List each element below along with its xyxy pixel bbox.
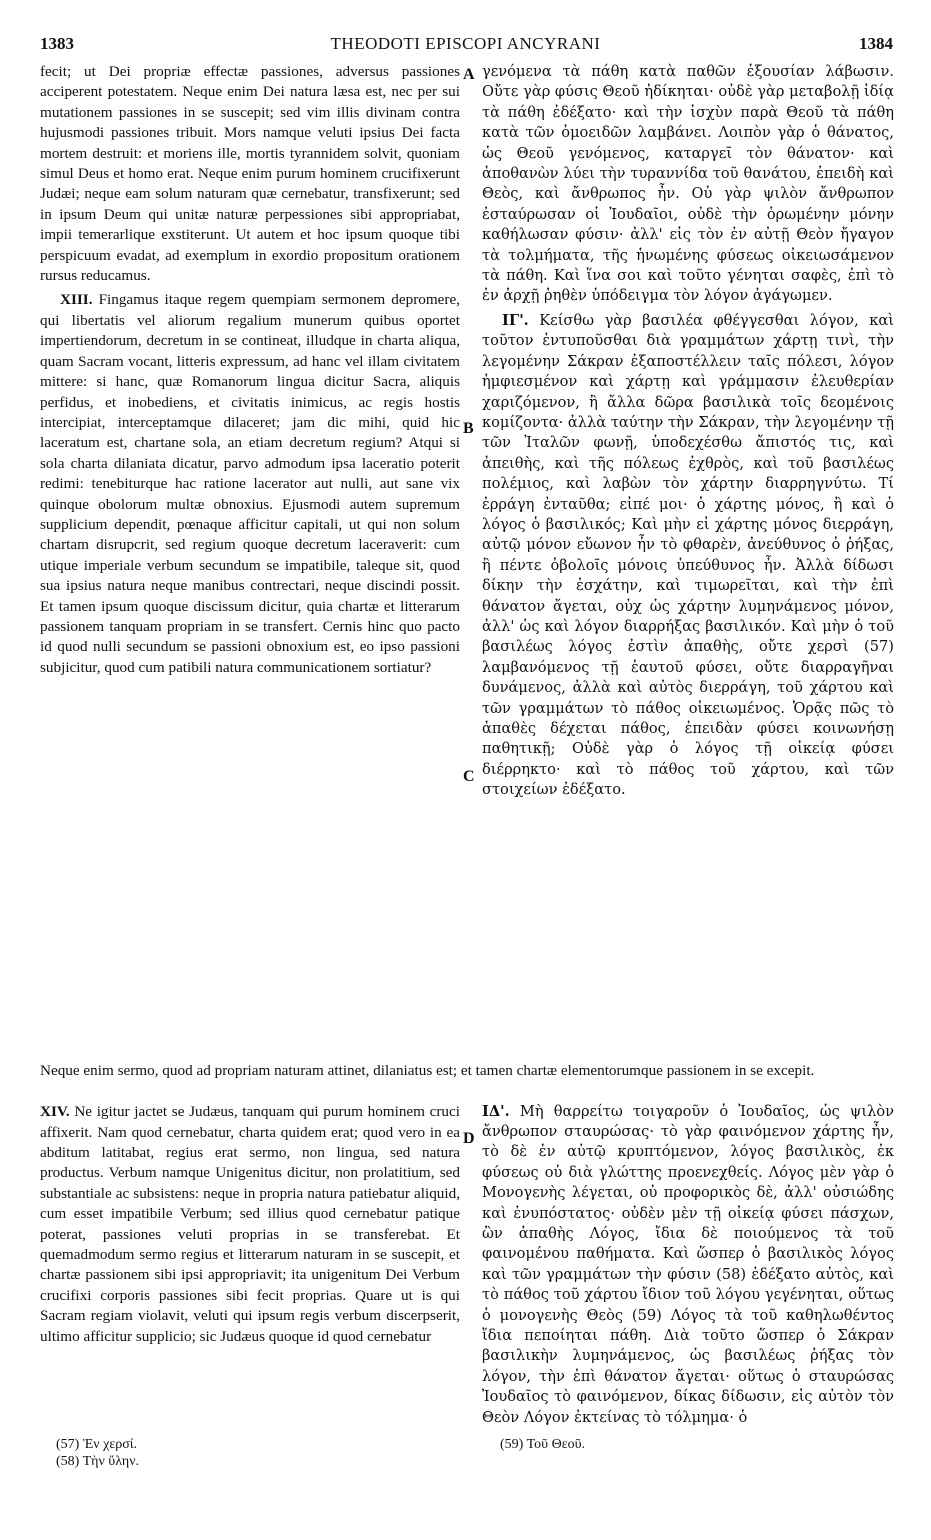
latin-bridge-line: Neque enim sermo, quod ad propriam naturam attinet, dilaniatus est; et tamen chartæ elementorumque passionem in se excepit. (40, 1062, 815, 1079)
margin-marker-b: B (463, 420, 474, 437)
margin-marker-a: A (463, 66, 475, 83)
footnote: (57) Ἐν χερσί. (56, 1437, 138, 1452)
section-number: ΙΓ'. (502, 311, 529, 329)
footnote: (59) Τοῦ Θεοῦ. (500, 1437, 586, 1452)
margin-marker-d: D (463, 1130, 475, 1147)
section-text: Ne igitur jactet se Judæus, tanquam qui purum hominem cruci affixerit. Nam quod cernebatur, charta quidem erat; quod vero in ea abditum latitabat, regius erat sermo, non lingua, sed natura productus. Verbum namque Unigenitus dicitur, non prolatitium, sed substantiale ac subsistens: neque in propria natura patiebatur aliquid, cum esset impatibile Verbum; sed illius quod cernebatur patique poterat, passiones veluti proprias in se transferebat. Et quemadmodum sermo regius et litterarum naturam in se suscepit, et chartæ passionem sibi ipsi appropriavit; ita unigenitum Dei Verbum crucifixi corporis passiones sibi fecit proprias. Quare ut is qui Sacram regiam violavit, veluti qui ipsum regis verbum discerpserit, ultimo afficitur supplicio; sic Judæus quoque id quod cernebatur (40, 1103, 460, 1345)
section-number: ΙΔ'. (482, 1102, 510, 1120)
greek-section-13 (482, 311, 894, 801)
running-title: THEODOTI EPISCOPI ANCYRANI (330, 34, 601, 53)
greek-column-lower (482, 1087, 894, 1443)
latin-column-upper (40, 62, 460, 682)
section-number: XIV. (40, 1103, 70, 1121)
latin-paragraph: fecit; ut Dei propriæ effectæ passiones, adversus passiones acciperent potestatem. Neque enim Dei natura læsa est, nec per sui mutationem passiones in se suscepit; sed vim illis divinam contra hujusmodi passiones tribuit. Mors namque veluti ipsius Dei facta mortem destruit: et moriens ille, mortis tyrannidem solvit, quoniam simul Deus et homo erat. Neque enim purum hominem crucifixerunt Judæi; neque eam solum naturam quæ cernebatur, transfixerunt; sed in ipsum Deum qui unitæ naturæ perpessiones sibi appropriabat, impii temerarlique exstiterunt. Ut autem et hoc ipsum quoque tibi perspicuum evadat, ad exemplum in exordio propositum orationem rursus reducamus. (40, 63, 460, 285)
footnote: (58) Τὴν ὕλην. (56, 1454, 140, 1469)
section-number: XIII. (60, 291, 93, 309)
page-number-right: 1384 (859, 34, 893, 53)
page-header (0, 34, 931, 60)
latin-section-14 (40, 1102, 460, 1347)
footnotes-left (56, 1436, 139, 1470)
greek-section-14 (482, 1102, 894, 1429)
latin-column-lower (40, 1087, 460, 1362)
greek-column-upper (482, 62, 894, 805)
margin-marker-c: C (463, 768, 475, 785)
section-text: Fingamus itaque regem quempiam sermonem depromere, qui libertatis vel aliorum regalium munerum quibus oportet impertiendorum, decretum in se contineat, illudque in charta aliqua, quam Sacram vocant, litteris expressum, ad hanc vel illam civitatem mittere: si hanc, quæ Romanorum lingua dicitur Sacra, aliquis perfidus, et inobediens, et civitatis inimicus, ac regis hostis intercipiat, interceptamque dilaceret; jam dic mihi, quid hic laceratum est, chartane sola, an etiam decretum regium? Atqui si sola charta dilaniata dicatur, parvo admodum ipsa laceratio poterit redimi: tenebiturque hac ratione lacerator aut nulli, aut sane vix quinque obolorum multæ obnoxius. Ejusmodi autem supremum supplicium dependit, pœnaque afficitur capitali, ut qui non solum chartam disrupcrit, sed regium quoque decretum laceraverit: cum utique imperiale verbum secundum se impatibile, taleque sit, quod sua ipsius natura neque manibus contrectari, neque discindi possit. Et tamen ipsum quoque discissum dicitur, quia chartæ et litterarum passionem tanquam propriam in se transfert. Cernis hinc quo pacto id quod nulli secundum se passioni obnoxium est, eo ipso passioni subjicitur, quod cum patibili natura communicationem sortiatur? (40, 291, 460, 676)
latin-section-13 (40, 290, 460, 678)
footnotes-right (500, 1436, 585, 1453)
page-number-left: 1383 (40, 34, 74, 53)
greek-paragraph: γενόμενα τὰ πάθη κατὰ παθῶν ἐξουσίαν λάβωσιν. Οὔτε γὰρ φύσις Θεοῦ ἠδίκηται· οὐδὲ γὰρ μεταβολῇ ἰδίᾳ τὰ πάθη ἐδέξατο· καὶ τὴν ἰσχὺν παρὰ Θεοῦ τὰ πάθη κατὰ τῶν ὁμοειδῶν λαμβάνει. Λοιπὸν γὰρ ὁ θάνατος, ὡς Θεοῦ γενόμενος, καταργεῖ τὸν θάνατον· καὶ ἀποθανὼν λύει τὴν τυραννίδα τοῦ θανάτου, ἐπειδὴ καὶ Θεὸς, καὶ ἄνθρωπος ἦν. Οὐ γὰρ ψιλὸν ἄνθρωπον ἐσταύρωσαν οἱ Ἰουδαῖοι, οὐδὲ τὴν ὁρωμένην μόνην καθήλωσαν φύσιν· ἀλλ' εἰς τὸν ἐν αὐτῇ Θεὸν ἤγαγον τὰ τολμήματα, τῆς ἡνωμένης φύσεως οἰκειωσάμενον τὰ πάθη. Καὶ ἵνα σοι καὶ τοῦτο γένηται σαφὲς, ἐπὶ τὸ ἐν ἀρχῇ ῥηθὲν ὑπόδειγμα τὸν λόγον ἀγάγωμεν. (482, 63, 894, 305)
section-text: Κείσθω γὰρ βασιλέα φθέγγεσθαι λόγον, καὶ τοῦτον ἐντυποῦσθαι διὰ γραμμάτων χάρτῃ τινὶ, τὴν λεγομένην Σάκραν ἐξαποστέλλειν ταῖς πόλεσι, λόγον ἡμφιεσμένον καὶ χάρτῃ καὶ γράμμασιν ἐλευθερίαν χαριζόμενον, ἢ ἄλλα δῶρα βασιλικὰ τοῖς δεομένοις κομίζοντα· ἀλλὰ ταύτην τὴν Σάκραν, τὴν λεγομένην τῇ τῶν Ἰταλῶν φωνῇ, ὑποδεχέσθω ἄπιστός τις, καὶ ἀπειθὴς, καὶ τῆς πόλεως ἐχθρὸς, καὶ τοῦ βασιλέως πολέμιος, καὶ λαβὼν τὸν χάρτην διαρρηγνύτω. Τί ἐρράγη ἐνταῦθα; εἰπέ μοι· ὁ χάρτης μόνος, ἢ καὶ ὁ λόγος ὁ βασιλικός; Καὶ μὴν εἰ χάρτης μόνος διερράγη, αὐτῷ μόνον εὔωνον ἦν τὸ φθαρὲν, ἀνεύθυνος ὁ ῥήξας, ἢ πέντε ὀβολοῖς μόνοις ὑπεύθυνος ἦν. Ἀλλὰ δίδωσι δίκην τὴν ἐσχάτην, καὶ τιμωρεῖται, καὶ τὴν ἐπὶ θάνατον ἄγεται, οὐχ ὡς χάρτην λυμηνάμενος μόνον, ἀλλ' ὡς καὶ λόγον διαρρήξας βασιλικόν. Καὶ μὴν ὁ τοῦ βασιλέως λόγος ἐστὶν ἀπαθὴς, οὔτε χερσὶ (57) λαμβανόμενος τῇ ἑαυτοῦ φύσει, οὔτε διαρραγῆναι δυνάμενος, ἀλλὰ καὶ αὐτὸς διερράγη, τοῦ χάρτου καὶ τῶν γραμμάτων τὸ πάθος οἰκειωμένος. Ὁρᾷς πῶς τὸ ἀπαθὲς δέχεται πάθος, ἐπειδὰν φύσει κοινωνήσῃ παθητικῇ; Οὐδὲ γὰρ ὁ λόγος τῇ οἰκείᾳ φύσει διέρρηκτο· καὶ τὸ πάθος τοῦ χάρτου, καὶ τῶν στοιχείων ἐδέξατο. (482, 311, 894, 799)
section-text: Μὴ θαρρείτω τοιγαροῦν ὁ Ἰουδαῖος, ὡς ψιλὸν ἄνθρωπον σταυρώσας· τὸ γὰρ φαινόμενον χάρτης ἦν, τὸ δὲ ἐν αὐτῷ κρυπτόμενον, λόγος βασιλικὸς, ἐκ φύσεως οὐ διὰ γλώττης προενεχθείς. Λόγος μὲν γὰρ ὁ Μονογενὴς λέγεται, οὐ προφορικὸς δὲ, ἀλλ' οὐσιώδης καὶ ἐνυπόστατος· οὐδὲν μὲν τῇ οἰκείᾳ φύσει πάσχων, ὢν ἀπαθὴς Λόγος, ἴδια δὲ ποιούμενος τὰ τοῦ φαινομένου παθήματα. Καὶ ὥσπερ ὁ βασιλικὸς λόγος καὶ τῶν γραμμάτων τὴν φύσιν (58) ἐδέξατο αὐτὸς, καὶ τὸ πάθος τοῦ χάρτου ἴδιον τοῦ λόγου γεγένηται, οὕτως ὁ μονογενὴς Θεὸς (59) Λόγος τὰ τοῦ καθηλωθέντος ἴδια πεποίηται πάθη. Διὰ τοῦτο ὥσπερ ὁ Σάκραν βασιλικὴν λυμηνάμενος, ὡς βασιλέως ῥήξας τὸν λόγον, τὴν ἐπὶ θάνατον ἄγεται· οὕτως ὁ σταυρώσας Ἰουδαῖος τὸ φαινόμενον, δίκας δίδωσιν, εἰς αὐτὸν τὸν Θεὸν Λόγον ἐκτείνας τὸ τόλμημα· ὁ (482, 1102, 894, 1426)
